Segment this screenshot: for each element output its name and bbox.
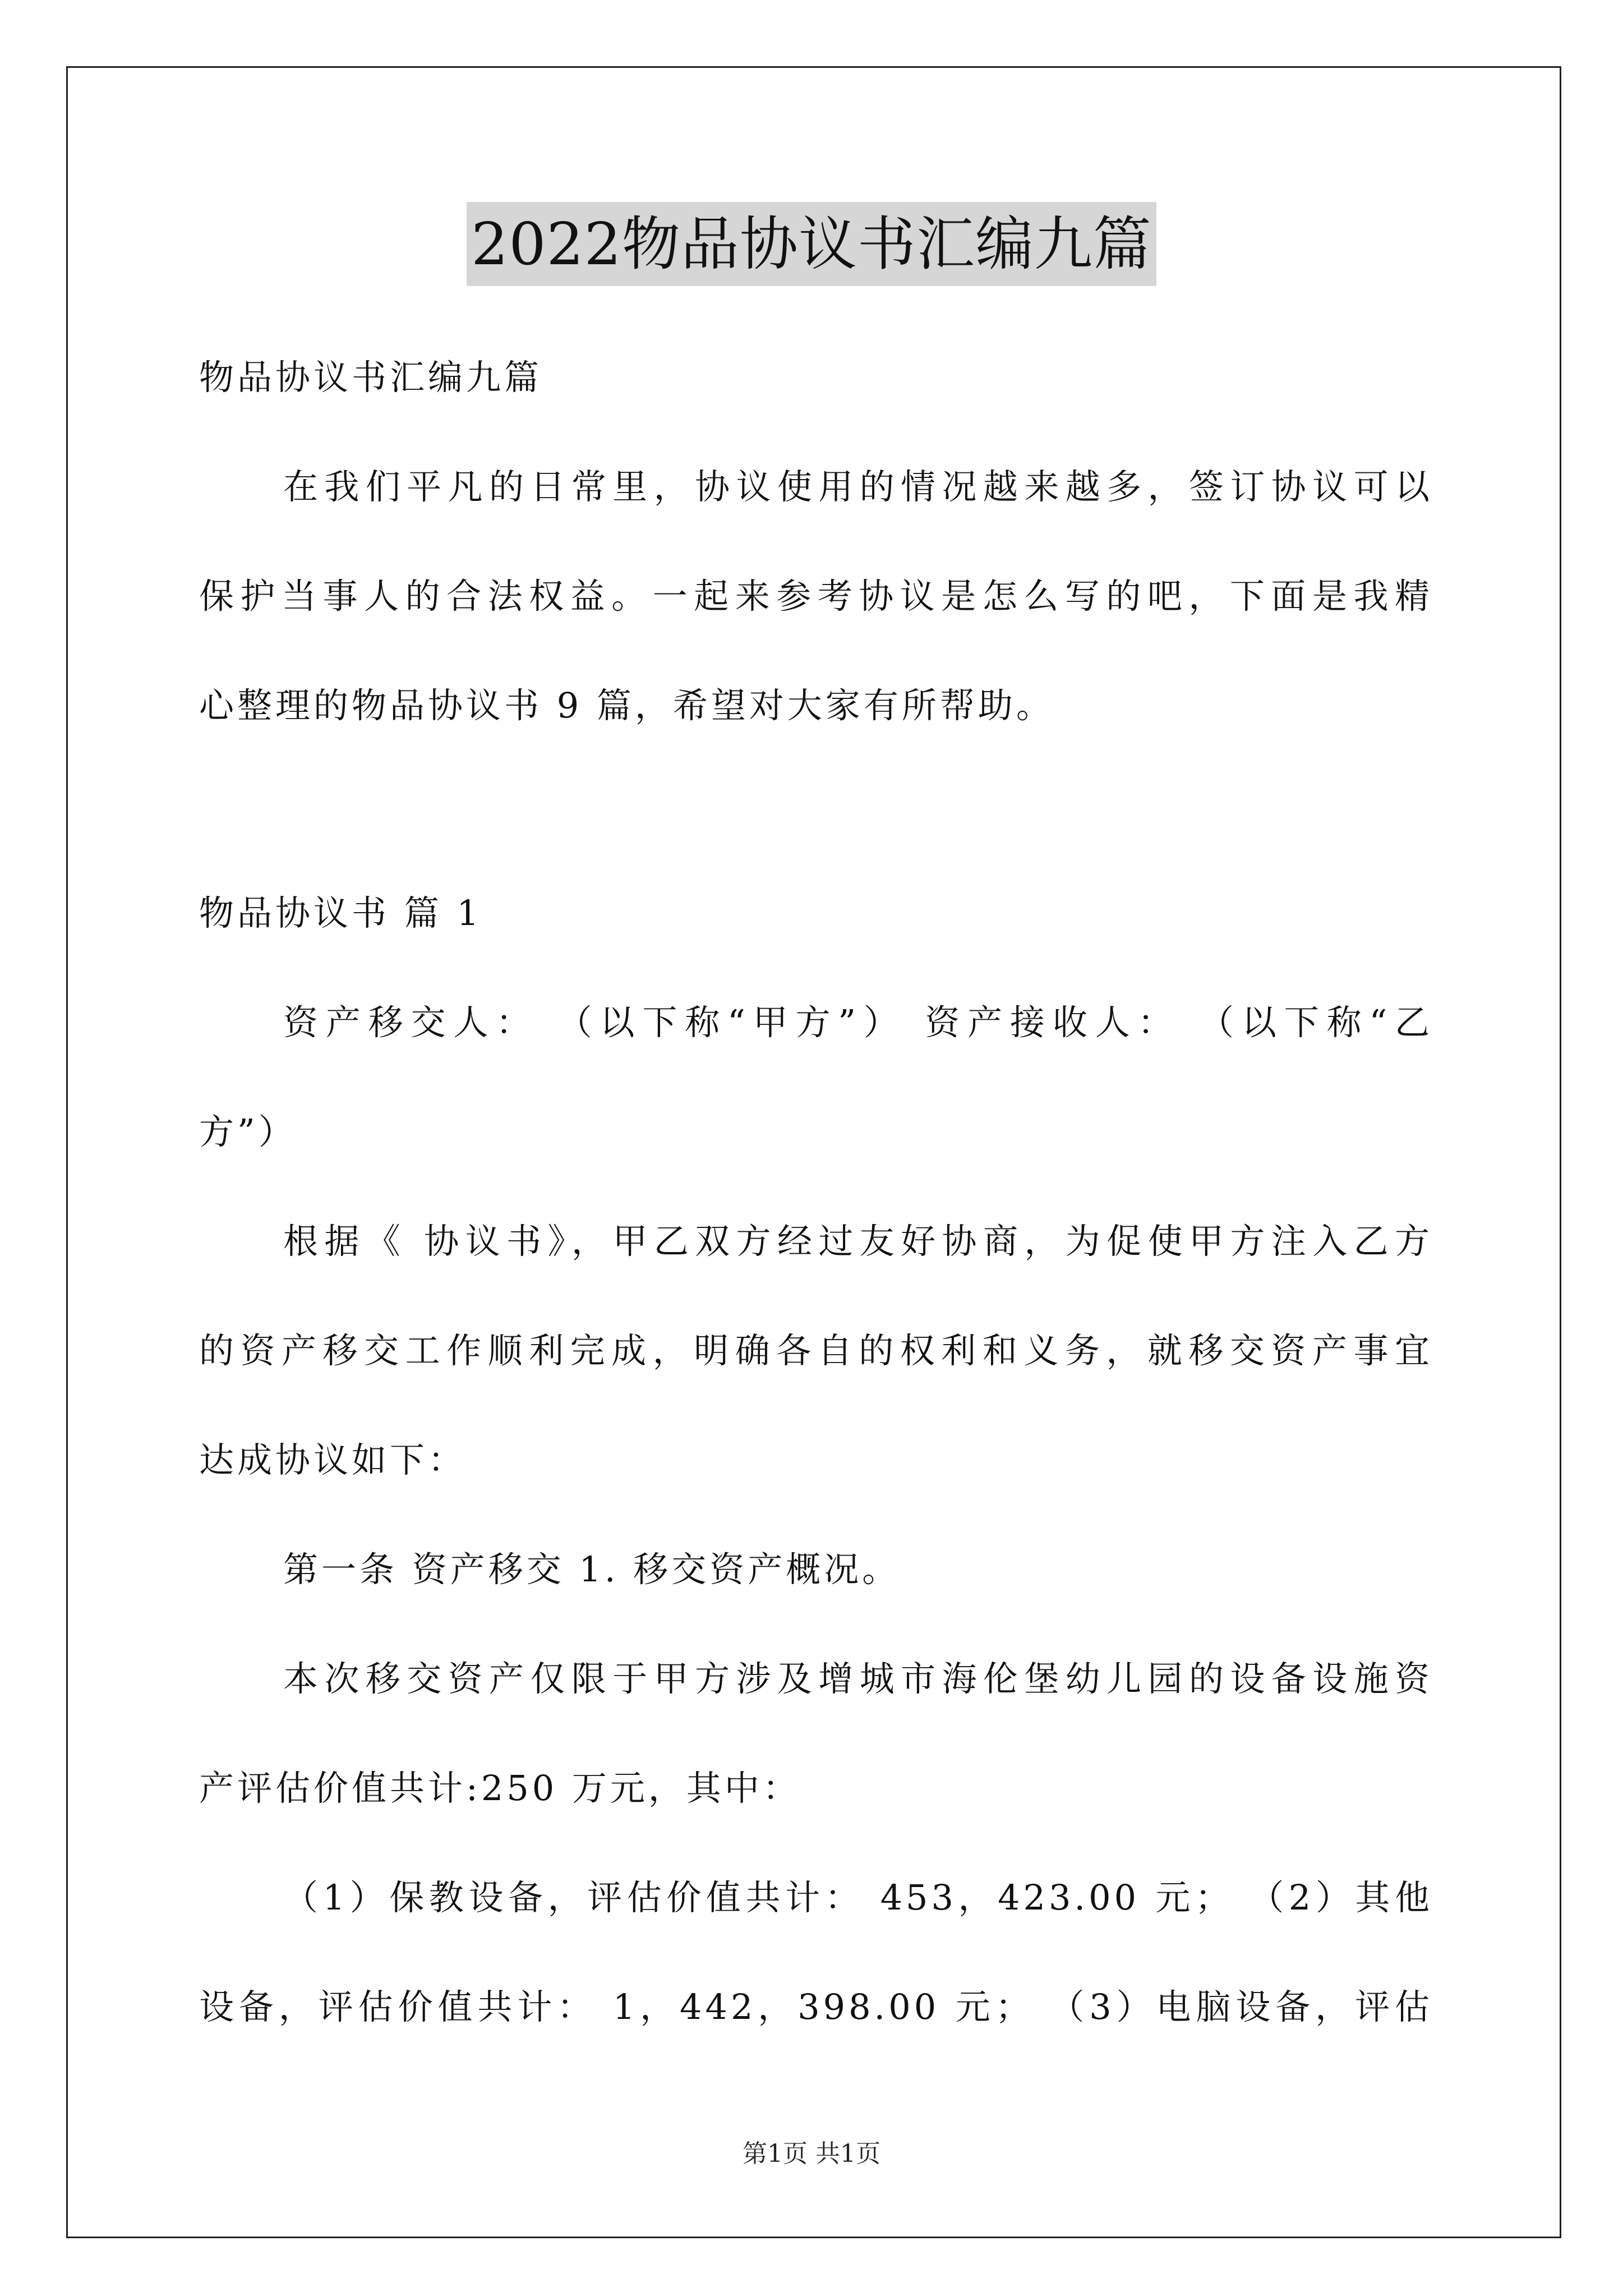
parties-line-1: 资产移交人： （以下称“甲方”） 资产接收人： （以下称“乙 xyxy=(283,1002,1433,1043)
intro-line-2: 保护当事人的合法权益。一起来参考协议是怎么写的吧，下面是我精 xyxy=(199,576,1433,616)
assets-line-1: 本次移交资产仅限于甲方涉及增城市海伦堡幼儿园的设备设施资 xyxy=(283,1658,1433,1699)
subtitle-line: 物品协议书汇编九篇 xyxy=(199,357,543,398)
assets-line-2: 产评估价值共计:250 万元，其中： xyxy=(199,1768,801,1809)
document-title: 2022物品协议书汇编九篇 xyxy=(467,202,1156,286)
valuation-line-1: （1）保教设备，评估价值共计： 453，423.00 元； （2）其他 xyxy=(283,1877,1433,1918)
section-heading: 物品协议书 篇 1 xyxy=(199,892,482,933)
basis-line-2: 的资产移交工作顺利完成，明确各自的权利和义务，就移交资产事宜 xyxy=(199,1330,1433,1371)
basis-line-1: 根据《 协议书》，甲乙双方经过友好协商，为促使甲方注入乙方 xyxy=(283,1221,1433,1262)
valuation-line-2: 设备，评估价值共计： 1，442，398.00 元； （3）电脑设备，评估 xyxy=(199,1986,1433,2027)
parties-line-2: 方”） xyxy=(199,1111,297,1152)
article-one-line: 第一条 资产移交 1. 移交资产概况。 xyxy=(283,1549,901,1590)
basis-line-3: 达成协议如下： xyxy=(199,1439,467,1480)
intro-line-3: 心整理的物品协议书 9 篇，希望对大家有所帮助。 xyxy=(199,685,1054,726)
page-footer: 第1页 共1页 xyxy=(743,2139,880,2168)
title-container xyxy=(0,202,1623,286)
intro-line-1: 在我们平凡的日常里，协议使用的情况越来越多，签订协议可以 xyxy=(283,466,1433,507)
